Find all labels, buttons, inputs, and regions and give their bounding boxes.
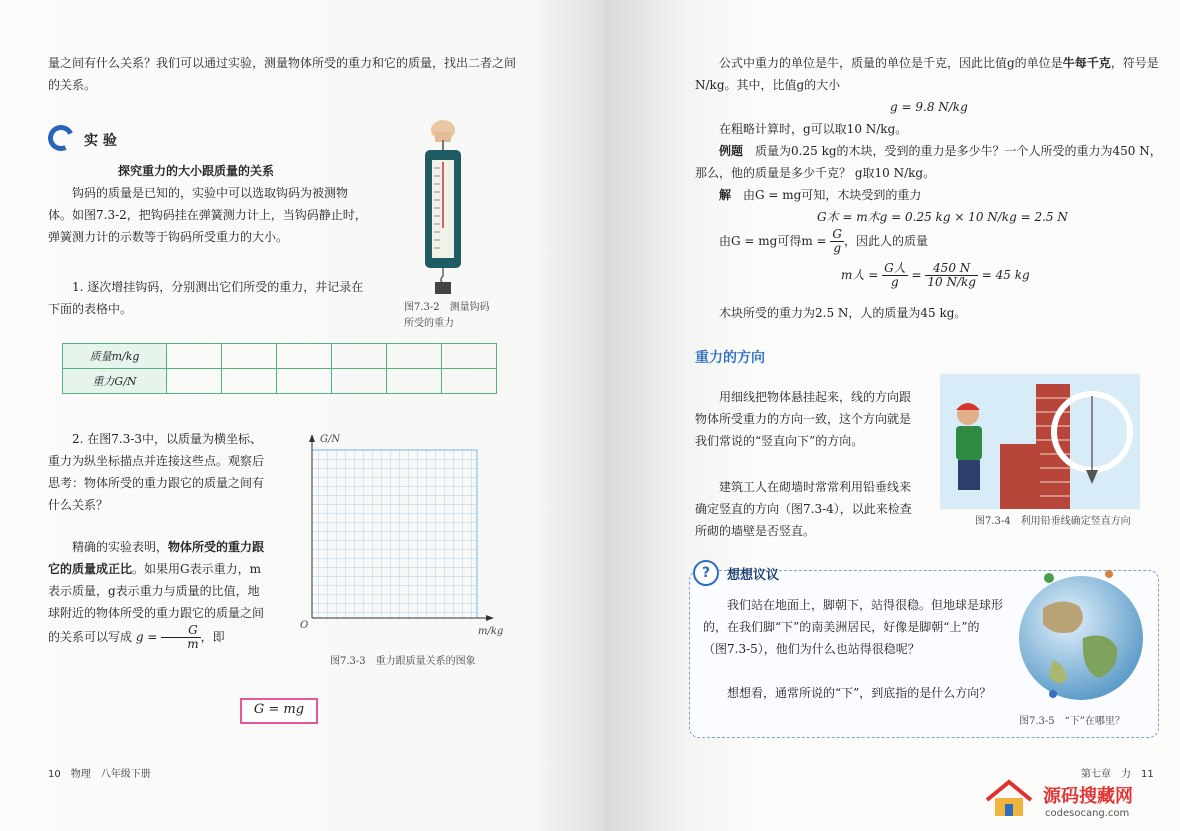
m-fraction: $\frac{G}{g}$ bbox=[832, 227, 843, 255]
figure-7-3-5-caption: 图7.3-5 “下”在哪里？ bbox=[1019, 716, 1125, 727]
intro-paragraph: 量之间有什么关系？我们可以通过实验，测量物体所受的重力和它的质量，找出二者之间的关系。 bbox=[48, 56, 517, 92]
discussion-icon: ? bbox=[693, 560, 719, 586]
conclusion-end: ，即 bbox=[200, 630, 225, 644]
example-label: 例题 bbox=[719, 144, 744, 158]
fraction-450: $\frac{450 N}{10 N/kg}$ bbox=[927, 261, 976, 289]
answer-line: 木块所受的重力为2.5 N，人的质量为45 kg。 bbox=[719, 306, 967, 320]
section-title-gravity-direction: 重力的方向 bbox=[695, 350, 765, 366]
table-row bbox=[63, 369, 497, 394]
conclusion-bold: 物体所受的重力跟它的质量成正比 bbox=[48, 540, 265, 576]
g-symbol: g = bbox=[135, 630, 158, 644]
fraction-g-person: $\frac{\text{G人}}{g}$ bbox=[884, 261, 906, 289]
table-cell[interactable] bbox=[332, 344, 387, 369]
table-header-mass: 质量m/kg bbox=[63, 344, 167, 369]
equation-g-value: g = 9.8 N/kg bbox=[890, 100, 968, 114]
table-header-weight: 重力G/N bbox=[63, 369, 167, 394]
step-2: 2. 在图7.3-3中，以质量为横坐标、重力为纵坐标描点并连接这些点。观察后思考：物体所受的重力跟它的质量之间有什么关系？ bbox=[48, 432, 265, 512]
table-row bbox=[63, 344, 497, 369]
example-paragraph: 例题 质量为0.25 kg的木块，受到的重力是多少牛？一个人所受的重力为450 N，那么，他的质量是多少千克？ g取10 N/kg。 bbox=[695, 144, 1162, 180]
discussion-paragraph-2: 想想看，通常所说的“下”，到底指的是什么方向？ bbox=[727, 686, 992, 700]
experiment-icon bbox=[44, 121, 77, 154]
table-cell[interactable] bbox=[277, 369, 332, 394]
table-cell[interactable] bbox=[222, 344, 277, 369]
discussion-paragraph-1: 我们站在地面上，脚朝下，站得很稳。但地球是球形的，在我们脚“下”的南美洲居民，好像是脚朝“上”的（图7.3-5），他们为什么也站得很稳呢？ bbox=[703, 598, 1004, 656]
unit-paragraph: 公式中重力的单位是牛，质量的单位是千克，因此比值g的单位是牛每千克，符号是N/kg。其中，比值g的大小 bbox=[695, 56, 1159, 92]
mass-formula-line: 由G = mg可得m = $\frac{G}{g}$ ，因此人的质量 bbox=[719, 227, 929, 255]
left-page-footer: 10 物理 八年级下册 bbox=[48, 769, 151, 780]
solution-label: 解 bbox=[719, 188, 732, 202]
table-cell[interactable] bbox=[332, 369, 387, 394]
figure-7-3-4-caption: 图7.3-4 利用铅垂线确定竖直方向 bbox=[975, 516, 1131, 527]
conclusion-text-b: 。如果用G表示重力，m表示质量，g表示重力与质量的比值，地球附近的物体所受的重力跟它的质量之间的关系可以写成 bbox=[48, 562, 265, 644]
watermark-name: 源码搜藏网 bbox=[1043, 786, 1133, 807]
step-1: 1. 逐次增挂钩码，分别测出它们所受的重力，并记录在下面的表格中。 bbox=[48, 280, 364, 316]
approx-paragraph: 在粗略计算时，g可以取10 N/kg。 bbox=[719, 122, 908, 136]
mass-weight-table bbox=[62, 343, 497, 394]
table-cell[interactable] bbox=[442, 344, 497, 369]
figure-7-3-3-caption: 图7.3-3 重力跟质量关系的图象 bbox=[330, 656, 476, 667]
table-cell[interactable] bbox=[387, 344, 442, 369]
table-cell[interactable] bbox=[167, 369, 222, 394]
table-cell[interactable] bbox=[277, 344, 332, 369]
mass-weight-grid bbox=[300, 432, 505, 642]
axis-origin: O bbox=[300, 620, 309, 631]
globe-illustration bbox=[1013, 568, 1159, 708]
figure-7-3-2-caption: 图7.3-2 测量钩码所受的重力 bbox=[404, 302, 490, 329]
right-page bbox=[605, 0, 1180, 831]
equation-wood-weight: G木 = m木g = 0.25 kg × 10 N/kg = 2.5 N bbox=[817, 210, 1068, 224]
table-cell[interactable] bbox=[167, 344, 222, 369]
watermark-url: codesocang.com bbox=[1045, 808, 1130, 819]
equation-person-mass: m人 = $\frac{\text{G人}}{g}$ = $\frac{450 N}{10 N/kg}$ = 45 kg bbox=[841, 261, 1030, 289]
conclusion-text-a: 精确的实验表明， bbox=[72, 540, 169, 554]
y-axis-label: G/N bbox=[320, 434, 341, 445]
x-axis-label: m/kg bbox=[478, 626, 504, 637]
table-cell[interactable] bbox=[222, 369, 277, 394]
unit-bold: 牛每千克 bbox=[1062, 56, 1111, 70]
spring-scale-illustration bbox=[405, 118, 475, 296]
plumb-line-illustration bbox=[940, 374, 1140, 509]
formula-box: G = mg bbox=[240, 698, 318, 724]
experiment-label: 实 验 bbox=[84, 133, 117, 149]
direction-paragraph-2: 建筑工人在砌墙时常常利用铅垂线来确定竖直的方向（图7.3-4），以此来检查所砌的墙壁是否竖直。 bbox=[695, 480, 912, 538]
experiment-paragraph: 钩码的质量是已知的，实验中可以选取钩码为被测物体。如图7.3-2，把钩码挂在弹簧测力计上，当钩码静止时，弹簧测力计的示数等于钩码所受重力的大小。 bbox=[48, 186, 367, 244]
conclusion-paragraph bbox=[48, 536, 270, 651]
experiment-title: 探究重力的大小跟质量的关系 bbox=[118, 164, 275, 178]
table-cell[interactable] bbox=[387, 369, 442, 394]
direction-paragraph-1: 用细线把物体悬挂起来，线的方向跟物体所受重力的方向一致，这个方向就是我们常说的“竖直向下”的方向。 bbox=[695, 390, 912, 448]
solution-line: 解 由G = mg可知，木块受到的重力 bbox=[719, 188, 922, 202]
right-page-footer: 第七章 力 11 bbox=[1081, 769, 1154, 780]
table-cell[interactable] bbox=[442, 369, 497, 394]
g-fraction: $\frac{G}{m}$ bbox=[161, 624, 200, 651]
discussion-title: 想想议议 bbox=[727, 568, 780, 583]
house-logo-icon bbox=[983, 778, 1035, 818]
